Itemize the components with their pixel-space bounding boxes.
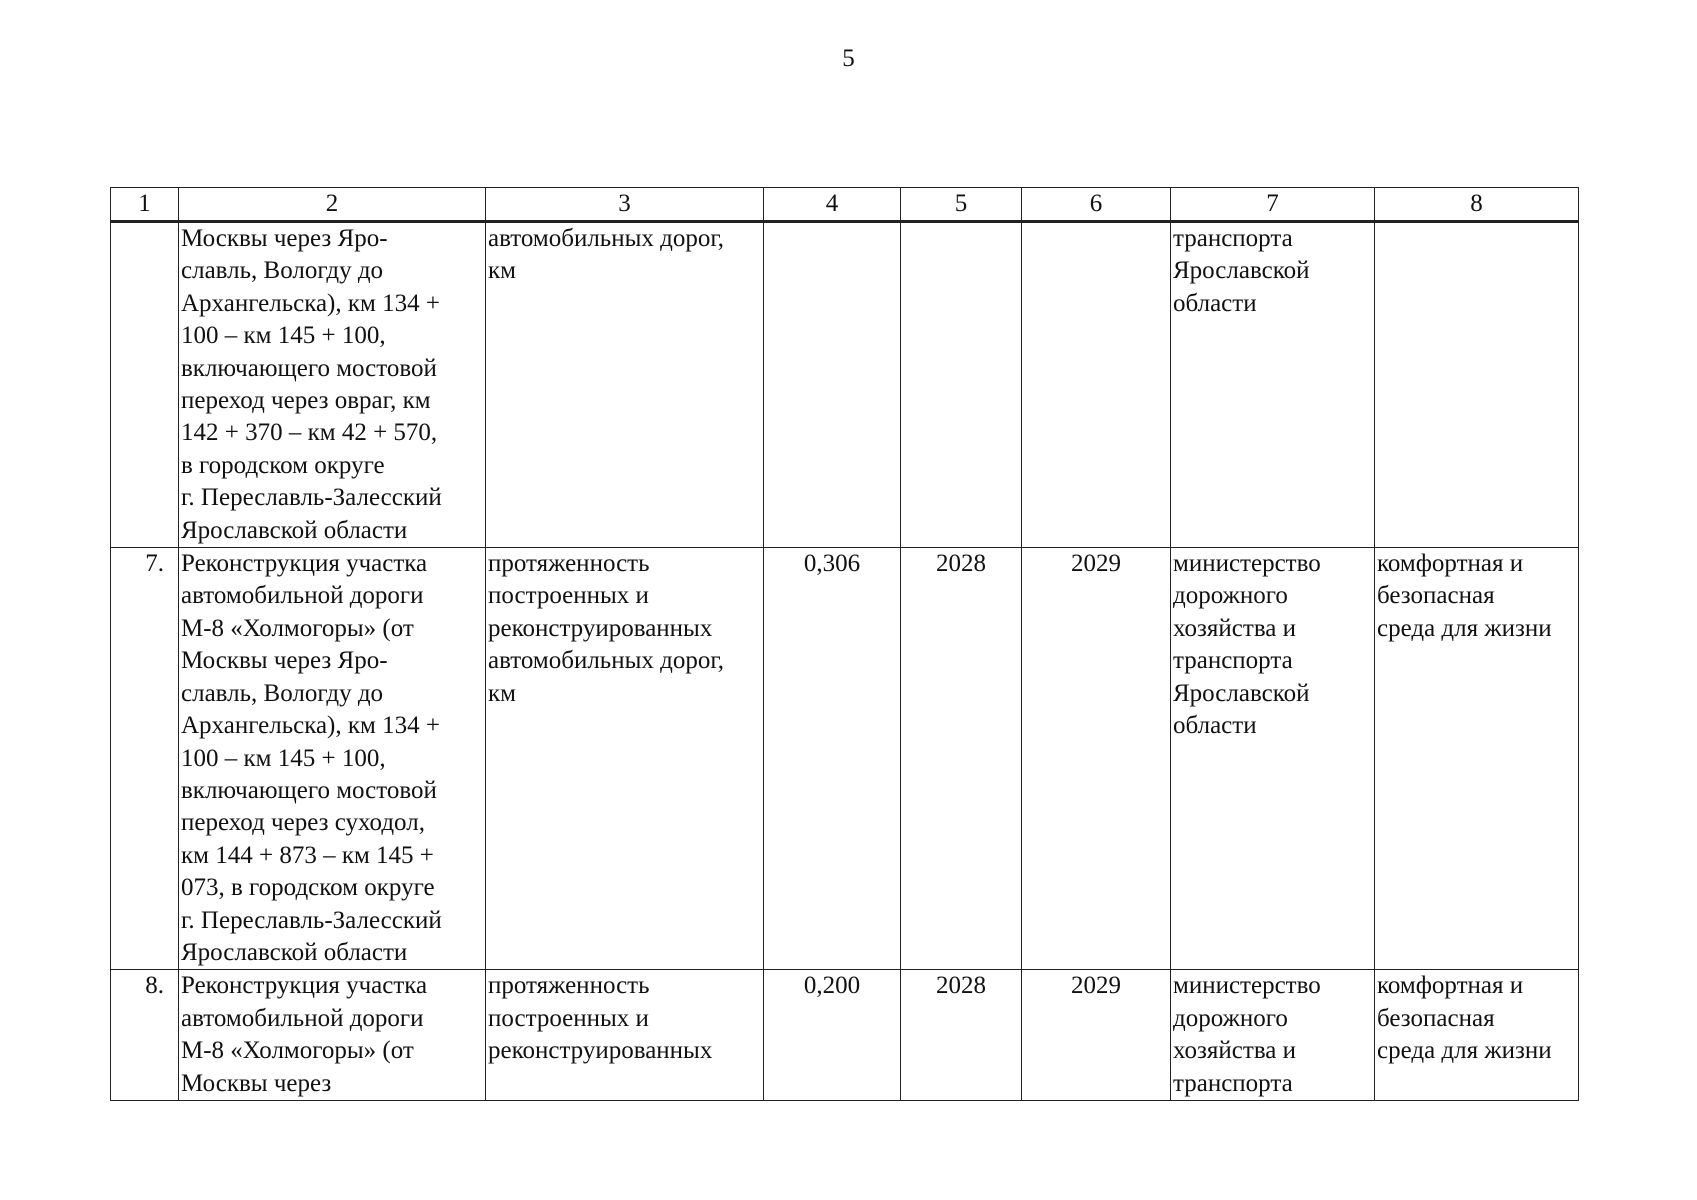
executor-cell: транспорта Ярославской области bbox=[1171, 222, 1375, 548]
measure-name-cell: Москвы через Яро- славль, Вологду до Архангельска), км 134 + 100 – км 145 + 100, включающего мостовой переход через овраг, км 142 + 370 – км 42 + 570, в городском округе г. Переславль-Залесский Ярославской области bbox=[179, 222, 486, 548]
start-year-cell bbox=[901, 222, 1022, 548]
indicator-cell: протяженность построенных и реконструированных автомобильных дорог, км bbox=[486, 548, 764, 970]
row-number-cell bbox=[111, 222, 179, 548]
measure-name-cell: Реконструкция участка автомобильной дороги М-8 «Холмогоры» (от Москвы через bbox=[179, 970, 486, 1101]
result-cell: комфортная и безопасная среда для жизни bbox=[1375, 548, 1579, 970]
table-row bbox=[111, 970, 1579, 1101]
start-year-cell: 2028 bbox=[901, 548, 1022, 970]
header-cell: 6 bbox=[1022, 188, 1171, 222]
value-cell bbox=[764, 222, 901, 548]
executor-cell: министерство дорожного хозяйства и транспорта Ярославской области bbox=[1171, 548, 1375, 970]
end-year-cell: 2029 bbox=[1022, 970, 1171, 1101]
header-cell: 3 bbox=[486, 188, 764, 222]
header-cell: 8 bbox=[1375, 188, 1579, 222]
executor-cell: министерство дорожного хозяйства и транспорта bbox=[1171, 970, 1375, 1101]
header-cell: 7 bbox=[1171, 188, 1375, 222]
header-cell: 1 bbox=[111, 188, 179, 222]
header-cell: 5 bbox=[901, 188, 1022, 222]
table-row bbox=[111, 222, 1579, 548]
header-cell: 4 bbox=[764, 188, 901, 222]
result-cell bbox=[1375, 222, 1579, 548]
table-header-row bbox=[111, 188, 1579, 222]
indicator-cell: протяженность построенных и реконструированных bbox=[486, 970, 764, 1101]
row-number-cell: 8. bbox=[111, 970, 179, 1101]
end-year-cell bbox=[1022, 222, 1171, 548]
header-cell: 2 bbox=[179, 188, 486, 222]
value-cell: 0,200 bbox=[764, 970, 901, 1101]
row-number-cell: 7. bbox=[111, 548, 179, 970]
end-year-cell: 2029 bbox=[1022, 548, 1171, 970]
value-cell: 0,306 bbox=[764, 548, 901, 970]
result-cell: комфортная и безопасная среда для жизни bbox=[1375, 970, 1579, 1101]
measure-name-cell: Реконструкция участка автомобильной дороги М-8 «Холмогоры» (от Москвы через Яро- славль, Вологду до Архангельска), км 134 + 100 – км 145 + 100, включающего мостовой переход через суходол, км 144 + 873 – км 145 + 073, в городском округе г. Переславль-Залесский Ярославской области bbox=[179, 548, 486, 970]
indicator-cell: автомобильных дорог, км bbox=[486, 222, 764, 548]
page-number: 5 bbox=[842, 45, 855, 72]
measures-table bbox=[110, 187, 1579, 1101]
table-row bbox=[111, 548, 1579, 970]
start-year-cell: 2028 bbox=[901, 970, 1022, 1101]
